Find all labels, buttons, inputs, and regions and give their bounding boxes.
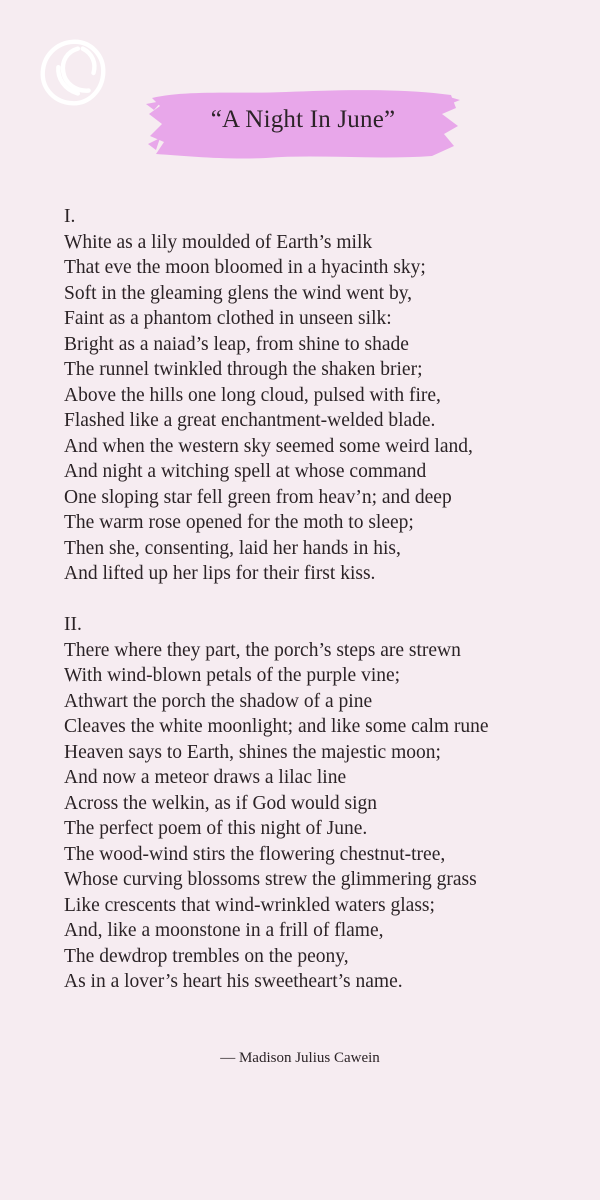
poem-line: Cleaves the white moonlight; and like some calm rune: [64, 716, 489, 737]
poem-title: “A Night In June”: [210, 106, 396, 133]
poem-line: Soft in the gleaming glens the wind went by,: [64, 282, 413, 304]
poem-line: And now a meteor draws a lilac line: [64, 767, 347, 788]
poem-line: Flashed like a great enchantment-welded blade.: [64, 410, 436, 431]
poem-line: Bright as a naiad’s leap, from shine to shade: [64, 333, 409, 355]
stanza-heading: I.: [64, 206, 76, 227]
author-attribution: — Madison Julius Cawein: [220, 1050, 380, 1066]
poem-line: The wood-wind stirs the flowering chestnut-tree,: [64, 843, 446, 865]
poem-line: Across the welkin, as if God would sign: [64, 792, 378, 814]
poem-line: The runnel twinkled through the shaken brier;: [64, 359, 423, 380]
poem-line: And, like a moonstone in a frill of flame,: [64, 920, 384, 941]
stanza-2: [64, 612, 584, 995]
poem-line: Heaven says to Earth, shines the majestic moon;: [64, 741, 441, 763]
poem-line: And night a witching spell at whose command: [64, 461, 427, 482]
poem-line: Athwart the porch the shadow of a pine: [64, 690, 373, 712]
poem-line: As in a lover’s heart his sweetheart’s name.: [64, 971, 403, 992]
poem-line: There where they part, the porch’s steps are strewn: [64, 639, 461, 661]
poem-line: Like crescents that wind-wrinkled waters glass;: [64, 894, 435, 916]
poem-line: One sloping star fell green from heav’n; and deep: [64, 486, 452, 508]
poem-line: Above the hills one long cloud, pulsed with fire,: [64, 384, 441, 406]
circular-monogram-logo-icon: [34, 34, 112, 112]
title-banner: [146, 86, 460, 162]
poem-line: With wind-blown petals of the purple vine;: [64, 665, 401, 686]
poem-line: And lifted up her lips for their first kiss.: [64, 563, 376, 584]
poem-line: Then she, consenting, laid her hands in his,: [64, 537, 401, 559]
poem-body: [64, 204, 584, 1020]
poem-line: The perfect poem of this night of June.: [64, 818, 368, 839]
poem-line: Faint as a phantom clothed in unseen silk:: [64, 308, 392, 329]
poem-line: And when the western sky seemed some weird land,: [64, 435, 473, 457]
stanza-1: [64, 204, 584, 587]
poem-line: That eve the moon bloomed in a hyacinth sky;: [64, 257, 426, 278]
stanza-heading: II.: [64, 614, 82, 635]
poem-line: The dewdrop trembles on the peony,: [64, 945, 349, 967]
poem-line: The warm rose opened for the moth to sleep;: [64, 512, 414, 533]
poem-line: Whose curving blossoms strew the glimmering grass: [64, 869, 477, 890]
poem-line: White as a lily moulded of Earth’s milk: [64, 231, 373, 253]
